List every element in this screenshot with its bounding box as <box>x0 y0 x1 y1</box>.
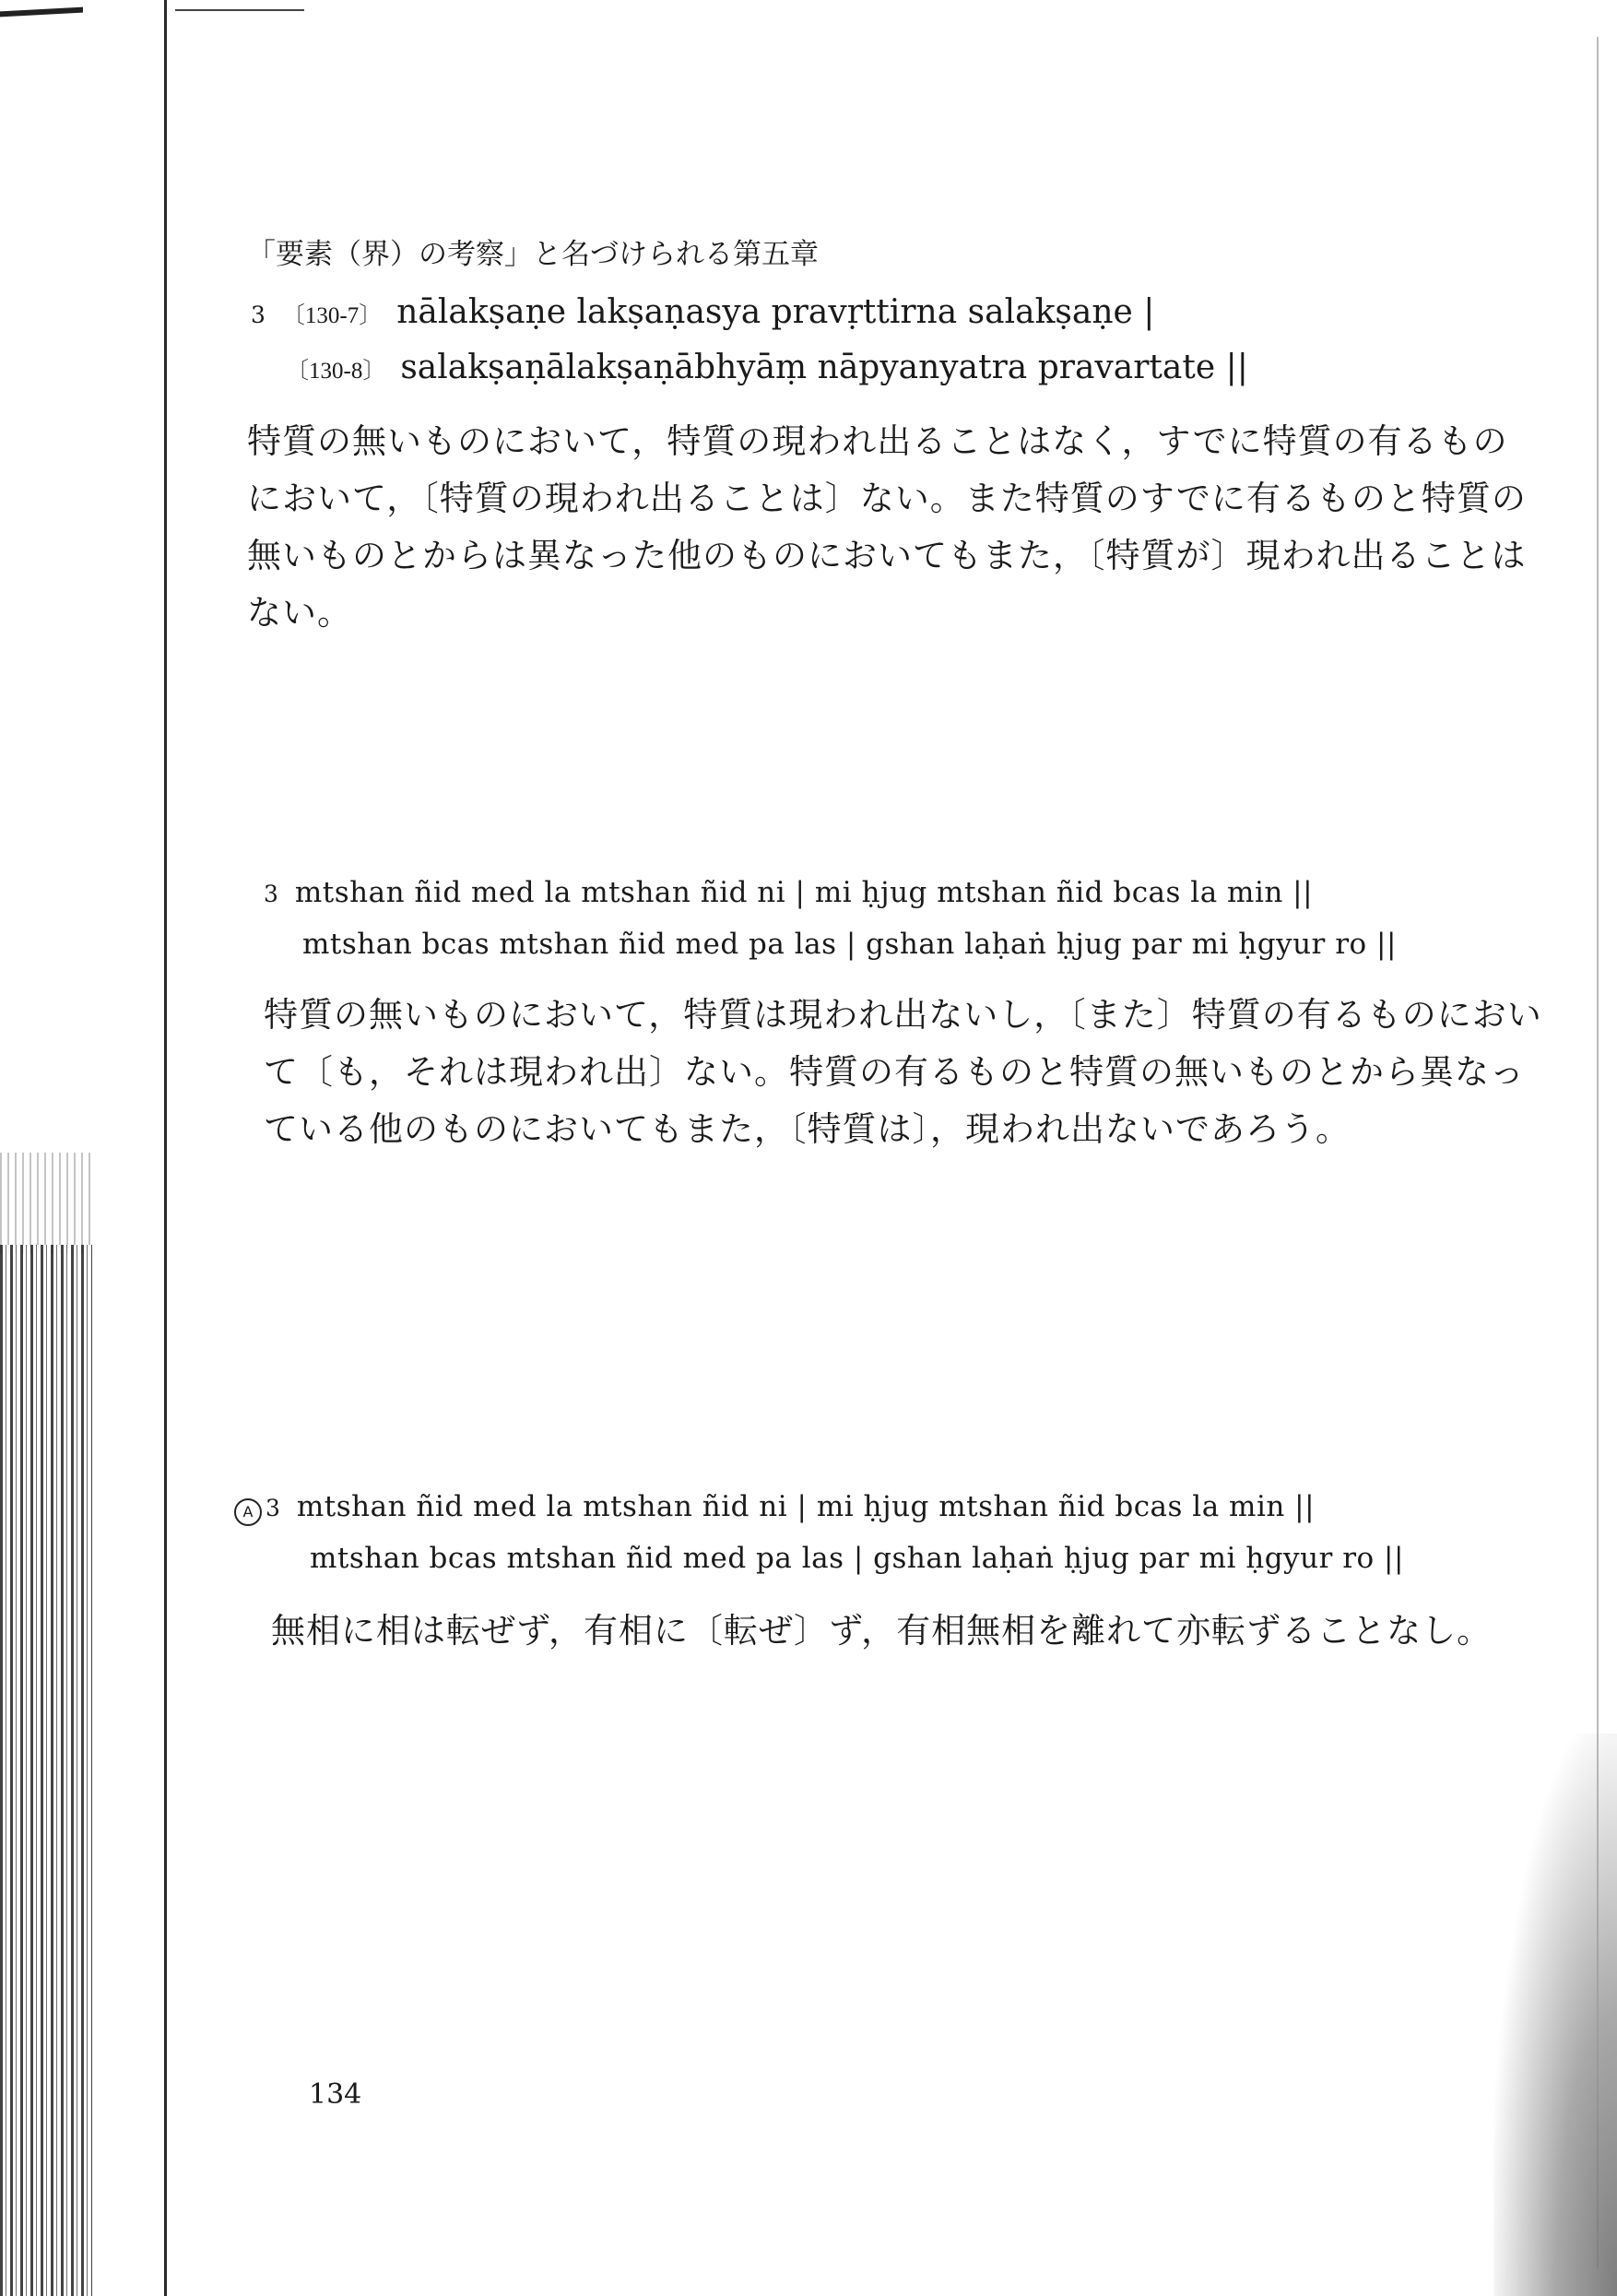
chinese-translation: 無相に相は転ぜず，有相に〔転ぜ〕ず，有相無相を離れて亦転ずることなし。 <box>271 1611 1493 1651</box>
verse-number: 3 <box>264 881 278 907</box>
tibetan-text: mtshan ñid med la mtshan ñid ni | mi ḥjug mtshan ñid bcas la min || <box>296 1490 1316 1523</box>
sanskrit-text: nālakṣaṇe lakṣaṇasya pravṛttirna salakṣaṇe | <box>396 293 1155 331</box>
circled-a-marker: A <box>234 1498 262 1526</box>
sanskrit-line-1 <box>251 293 1154 331</box>
verse-number: 3 <box>251 302 266 328</box>
translation-line: ている他のものにおいてもまた，〔特質は〕，現われ出ないであろう。 <box>264 1109 1351 1149</box>
verse-reference: 〔130-7〕 <box>281 303 383 328</box>
binding-shadow <box>0 1153 92 1254</box>
translation-line: 無いものとからは異なった他のものにおいてもまた，〔特質が〕現われ出ることは <box>247 536 1527 575</box>
page-number: 134 <box>309 2078 362 2111</box>
translation-line: 特質の無いものにおいて，特質の現われ出ることはなく，すでに特質の有るもの <box>247 421 1508 461</box>
scan-mark <box>175 9 304 11</box>
tibetan-text: mtshan ñid med la mtshan ñid ni | mi ḥjug mtshan ñid bcas la min || <box>294 876 1314 909</box>
page-edge-rule <box>164 0 167 2296</box>
binding-shadow <box>0 1245 92 2296</box>
scan-mark <box>0 7 83 18</box>
sanskrit-text: salakṣaṇālakṣaṇābhyāṃ nāpyanyatra pravartate || <box>400 349 1248 386</box>
tibetan-line-2: mtshan bcas mtshan ñid med pa las | gshan laḥaṅ ḥjug par mi ḥgyur ro || <box>302 928 1397 961</box>
translation-line: において，〔特質の現われ出ることは〕ない。また特質のすでに有るものと特質の <box>247 479 1527 518</box>
scan-shadow <box>1493 1734 1617 2296</box>
verse-reference: 〔130-8〕 <box>286 359 386 384</box>
translation-line: て〔も，それは現われ出〕ない。特質の有るものと特質の無いものとから異なっ <box>264 1052 1525 1092</box>
verse-number: 3 <box>266 1495 280 1521</box>
tibetan-line-1 <box>264 876 1313 909</box>
tibetan-line-2: mtshan bcas mtshan ñid med pa las | gshan laḥaṅ ḥjug par mi ḥgyur ro || <box>310 1542 1404 1575</box>
translation-line: 特質の無いものにおいて，特質は現われ出ないし，〔また〕特質の有るものにおい <box>264 995 1542 1035</box>
chapter-heading: 「要素（界）の考察」と名づけられる第五章 <box>247 238 819 271</box>
tibetan-line-1 <box>234 1490 1315 1526</box>
translation-line: ない。 <box>247 593 352 633</box>
sanskrit-line-2 <box>286 349 1248 386</box>
